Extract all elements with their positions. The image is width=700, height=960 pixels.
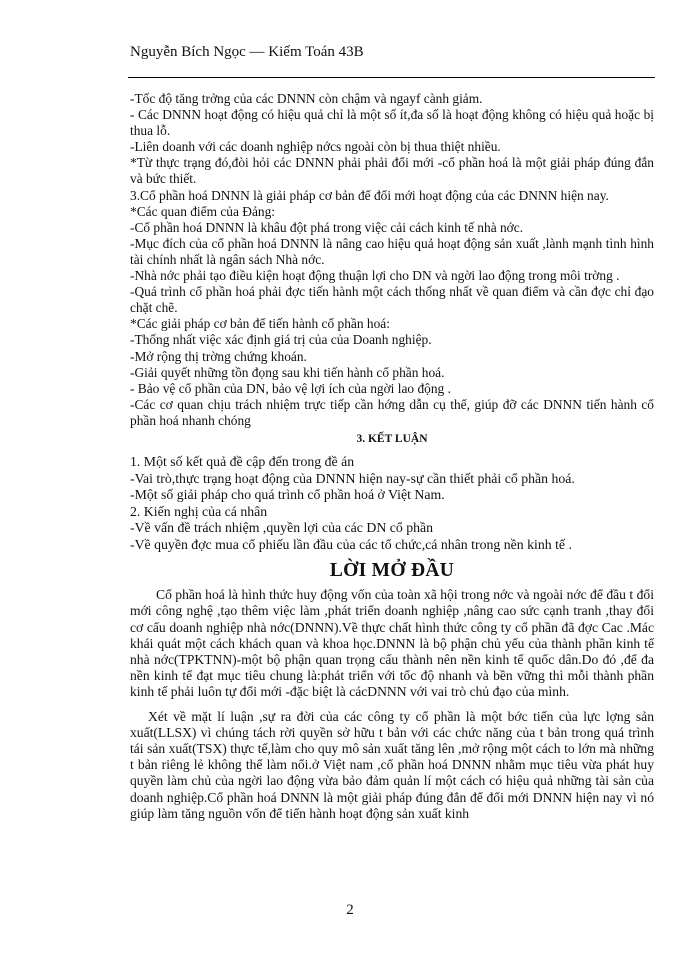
text-line: 1. Một số kết quả đề cập đến trong đề án — [130, 454, 355, 470]
text-line: -Liên doanh với các doanh nghiệp nớcs ngoài còn bị thua thiệt nhiều. — [130, 139, 501, 155]
page-number: 2 — [346, 902, 354, 918]
text-line: -Quá trình cổ phần hoá phải đợc tiến hành một cách thống nhất về quan điểm và cần đợc chỉ đạo chặt chẽ. — [130, 284, 654, 316]
text-line: -Về quyền đợc mua cổ phiếu lần đầu của các tổ chức,cá nhân trong nền kinh tế . — [130, 536, 572, 552]
text-line: -Mục đích của cổ phần hoá DNNN là nâng cao hiệu quả hoạt động sản xuất ,lành mạnh tình hình tài chính nhất là ngân sách Nhà nớc. — [130, 235, 654, 267]
paragraph: Cổ phần hoá là hình thức huy động vốn của toàn xã hội trong nớc và ngoài nớc để đầu t đổi mới công nghệ ,tạo thêm việc làm ,phát triển doanh nghiệp ,nâng cao sức cạnh tranh ,thay đổi cơ cấu doanh nghiệp nhà nớc(DNNN).Về thực chất hình thức công ty cổ phần đã đợc Cac .Mác khái quát một cách khách quan và khoa học.DNNN là bộ phận chủ yếu của thành phần kinh tế nhà nớc(TPKTNN)-một bộ phận quan trọng cấu thành nên nền kinh tế quốc dân.Do đó ,để đa nền kinh tế đạt mục tiêu chung là:phát triển với tốc độ nhanh và bền vững thì mỗi thành phần kinh tế phải luôn tự đổi mới -đặc biệt là cácDNNN với vai trò chủ đạo của mình. — [130, 587, 654, 700]
section-1 — [130, 91, 654, 429]
header-rule — [128, 77, 655, 78]
text-line: -Về vấn đề trách nhiệm ,quyền lợi của các DN cổ phần — [130, 520, 434, 536]
text-line: -Mở rộng thị trờng chứng khoán. — [130, 348, 307, 364]
text-line: *Các giải pháp cơ bản để tiến hành cổ phần hoá: — [130, 316, 390, 332]
text-line: *Từ thực trạng đó,đòi hỏi các DNNN phải phải đổi mới -cổ phần hoá là một giải pháp đúng đắn và bức thiết. — [130, 155, 654, 187]
text-line: 3.Cổ phần hoá DNNN là giải pháp cơ bản để đổi mới hoạt động của các DNNN hiện nay. — [130, 187, 609, 203]
text-line: 2. Kiến nghị của cá nhân — [130, 503, 268, 519]
text-line: -Các cơ quan chịu trách nhiệm trực tiếp cần hớng dẫn cụ thể, giúp đỡ các DNNN tiến hành cổ phần hoá nhanh chóng — [130, 396, 654, 428]
page-content — [130, 91, 654, 822]
text-line: -Giải quyết những tồn đọng sau khi tiến hành cổ phần hoá. — [130, 364, 445, 380]
text-line: -Thống nhất việc xác định giá trị của của Doanh nghiệp. — [130, 332, 432, 348]
text-line: - Bảo vệ cổ phần của DN, bảo vệ lợi ích của ngời lao động . — [130, 380, 451, 396]
introduction-title: LỜI MỞ ĐẦU — [329, 560, 455, 582]
text-line: -Vai trò,thực trạng hoạt động của DNNN hiện nay-sự cần thiết phải cổ phần hoá. — [130, 470, 575, 486]
conclusion-heading: 3. KẾT LUẬN — [356, 432, 428, 445]
text-line: -Nhà nớc phải tạo điều kiện hoạt động thuận lợi cho DN và ngời lao động trong môi trờng . — [130, 268, 620, 284]
text-line: - Các DNNN hoạt động có hiệu quả chỉ là một số ít,đa số là hoạt động không có hiệu quả hoặc bị thua lỗ. — [130, 107, 654, 139]
text-line: -Một số giải pháp cho quá trình cổ phần hoá ở Việt Nam. — [130, 487, 445, 503]
paragraph: Xét về mặt lí luận ,sự ra đời của các công ty cổ phần là một bớc tiến của lực lợng sản xuất(LLSX) vì chúng tách rời quyền sở hữu t bản với các chức năng của t bản trong quá trình tái sản xuất(TSX) thực tế,làm cho quy mô sản xuất tăng lên ,mở rộng một cách to lớn mà những t bản riêng lẻ không thể làm nổi.ở Việt nam ,cổ phần hoá DNNN nhằm mục tiêu vừa phát huy quyền làm chủ của ngời lao động vừa bảo đảm quản lí một cách có hiệu quả những tài sản của doanh nghiệp.Cổ phần hoá DNNN là một giải pháp đúng đắn để đổi mới DNNN hiện nay vì nó giúp làm tăng nguồn vốn để tiến hành hoạt động sản xuất kinh — [130, 708, 654, 821]
text-line: -Tốc độ tăng trởng của các DNNN còn chậm và ngayf cành giảm. — [130, 91, 483, 106]
conclusion-section — [130, 454, 654, 553]
text-line: *Các quan điểm của Đảng: — [130, 203, 276, 219]
page-header: Nguyễn Bích Ngọc — Kiểm Toán 43B — [130, 44, 364, 60]
introduction-body — [130, 587, 654, 822]
text-line: -Cổ phần hoá DNNN là khâu đột phá trong việc cải cách kinh tế nhà nớc. — [130, 219, 524, 235]
